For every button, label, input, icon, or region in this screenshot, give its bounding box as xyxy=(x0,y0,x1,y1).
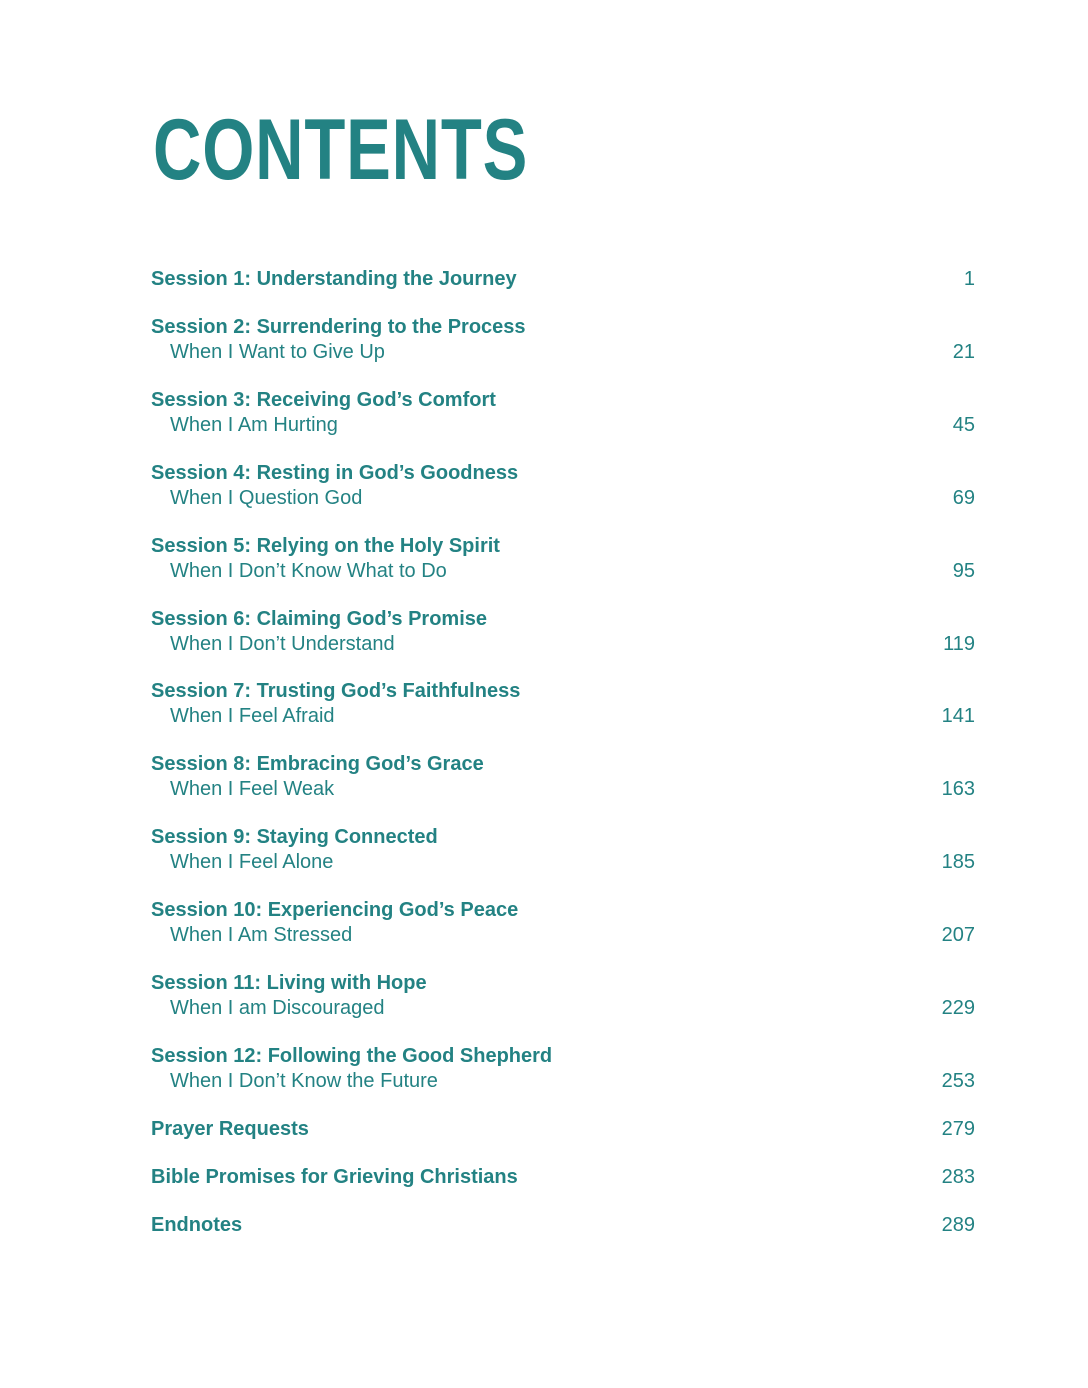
page-title: CONTENTS xyxy=(153,102,529,198)
toc-entry-title: Session 6: Claiming God’s Promise xyxy=(151,608,488,630)
toc-entry-page: 69 xyxy=(952,487,975,509)
toc-entry-title: Session 5: Relying on the Holy Spirit xyxy=(151,535,500,557)
toc-entry-page: 1 xyxy=(963,268,975,290)
toc-entry-title: Session 11: Living with Hope xyxy=(151,972,427,994)
toc-entry-title: Session 12: Following the Good Shepherd xyxy=(151,1045,553,1067)
toc-entry-page: 21 xyxy=(952,341,975,363)
toc-entry-page: 279 xyxy=(941,1118,975,1140)
toc-entry-title: Endnotes xyxy=(151,1214,243,1236)
toc-entry-page: 95 xyxy=(952,560,975,582)
toc-entry-title: Session 4: Resting in God’s Goodness xyxy=(151,462,519,484)
toc-entry-subtitle: When I Am Stressed xyxy=(170,924,353,946)
toc-entry-subtitle: When I Feel Weak xyxy=(170,778,335,800)
toc-entry-page: 185 xyxy=(941,851,975,873)
table-of-contents xyxy=(151,0,975,1388)
toc-entry-page: 163 xyxy=(941,778,975,800)
toc-entry-subtitle: When I Don’t Know the Future xyxy=(170,1070,438,1092)
toc-entry-title: Session 2: Surrendering to the Process xyxy=(151,316,526,338)
toc-entry-subtitle: When I Am Hurting xyxy=(170,414,338,436)
toc-entry-page: 289 xyxy=(941,1214,975,1236)
toc-entry-page: 229 xyxy=(941,997,975,1019)
toc-entry-subtitle: When I Don’t Know What to Do xyxy=(170,560,447,582)
toc-entry-page: 253 xyxy=(941,1070,975,1092)
toc-entry-subtitle: When I Feel Afraid xyxy=(170,705,335,727)
toc-entry-page: 207 xyxy=(941,924,975,946)
toc-entry-subtitle: When I am Discouraged xyxy=(170,997,385,1019)
toc-entry-title: Session 7: Trusting God’s Faithfulness xyxy=(151,680,521,702)
toc-entry-page: 45 xyxy=(952,414,975,436)
toc-entry-subtitle: When I Want to Give Up xyxy=(170,341,385,363)
toc-entry-page: 141 xyxy=(941,705,975,727)
toc-entry-title: Session 1: Understanding the Journey xyxy=(151,268,517,290)
toc-entry-title: Prayer Requests xyxy=(151,1118,309,1140)
toc-entry-title: Session 10: Experiencing God’s Peace xyxy=(151,899,519,921)
toc-entry-title: Session 8: Embracing God’s Grace xyxy=(151,753,484,775)
toc-entry-page: 283 xyxy=(941,1166,975,1188)
toc-entry-title: Bible Promises for Grieving Christians xyxy=(151,1166,518,1188)
toc-entry-page: 119 xyxy=(943,633,975,655)
toc-entry-subtitle: When I Don’t Understand xyxy=(170,633,395,655)
toc-entry-subtitle: When I Feel Alone xyxy=(170,851,334,873)
toc-entry-title: Session 3: Receiving God’s Comfort xyxy=(151,389,496,411)
toc-entry-subtitle: When I Question God xyxy=(170,487,363,509)
toc-entry-title: Session 9: Staying Connected xyxy=(151,826,438,848)
